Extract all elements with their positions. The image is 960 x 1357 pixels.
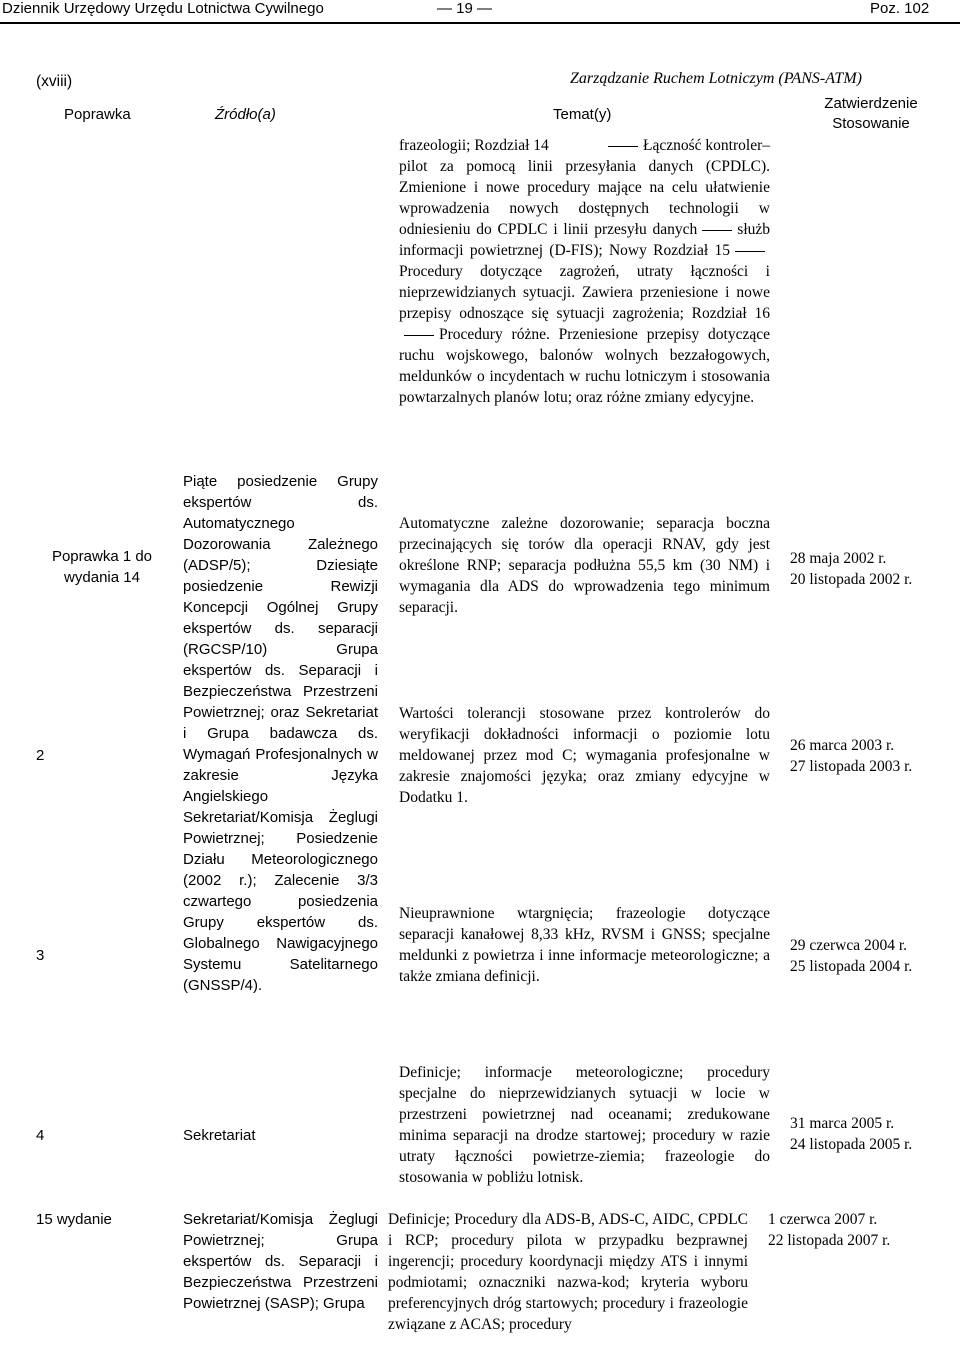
row-4-dates xyxy=(790,1113,950,1155)
page-number: — 19 — xyxy=(437,0,493,17)
row-4-applicable: 24 listopada 2005 r. xyxy=(790,1136,913,1153)
row-1-applicable: 20 listopada 2002 r. xyxy=(790,571,913,588)
section-title: Zarządzanie Ruchem Lotniczym (PANS-ATM) xyxy=(570,70,862,87)
row-4-subject: Definicje; informacje meteorologiczne; procedury specjalne do nieprzewidzianych sytuacji w locie w przestrzeni powietrznej nad oceanami; zredukowane minima separacji na drodze startowej; procedury w razie utraty łączności powietrze-ziemia; frazeologie do stosowania w pobliżu lotnisk. xyxy=(399,1064,770,1186)
row-5-approved: 1 czerwca 2007 r. xyxy=(768,1211,878,1228)
row-1-subject: Automatyczne zależne dozorowanie; separacja boczna przecinających się torów dla operacji RNAV, gdy jest określone RNP; separacja podłużna 55,5 km (30 NM) i wymagania dla ADS do wprowadzenia tego minimum separacji. xyxy=(399,515,770,616)
row-5-source: Sekretariat/Komisja Żeglugi Powietrznej; Grupa ekspertów ds. Separacji i Bezpieczeństwa Przestrzeni Powietrznej (SASP); Grupa xyxy=(183,1211,378,1312)
row-1-approved: 28 maja 2002 r. xyxy=(790,550,887,567)
column-header-dates: Zatwierdzenie Stosowanie xyxy=(824,95,918,132)
row-4-approved: 31 marca 2005 r. xyxy=(790,1115,895,1132)
row-4-amendment: 4 xyxy=(36,1127,45,1144)
row-5-dates xyxy=(768,1209,948,1251)
section-number: (xviii) xyxy=(36,73,73,90)
row-2-applicable: 27 listopada 2003 r. xyxy=(790,758,913,775)
row-3-applicable: 25 listopada 2004 r. xyxy=(790,958,913,975)
row-2-approved: 26 marca 2003 r. xyxy=(790,737,895,754)
row-5-subject: Definicje; Procedury dla ADS-B, ADS-C, AIDC, CPDLC i RCP; procedury pilota w przypadku bezprawnej ingerencji; procedury koordynacji między ATS i innymi podmiotami; oznaczniki nazwa-kod; kryteria wyboru preferencyjnych dróg startowych; procedury i frazeologie związane z ACAS; procedury xyxy=(388,1211,748,1333)
row-2-dates xyxy=(790,735,950,777)
position-number: Poz. 102 xyxy=(870,0,930,17)
row-3-dates xyxy=(790,935,950,977)
row-3-approved: 29 czerwca 2004 r. xyxy=(790,937,908,954)
column-header-amendment: Poprawka xyxy=(64,106,131,123)
row-5-amendment: 15 wydanie xyxy=(36,1211,112,1228)
row-1-amendment: Poprawka 1 do wydania 14 xyxy=(51,548,153,586)
column-header-subject: Temat(y) xyxy=(553,106,612,123)
row-2-amendment: 2 xyxy=(36,747,45,764)
row-3-subject: Nieuprawnione wtargnięcia; frazeologie dotyczące separacji kanałowej 8,33 kHz, RVSM i GNSS; specjalne meldunki z powietrza i inne informacje meteorologiczne; a także zmiana definicji. xyxy=(399,905,770,985)
row-3-amendment: 3 xyxy=(36,947,45,964)
running-header xyxy=(0,0,960,24)
continuation-text: frazeologii; Rozdział 14 Łączność kontroler– pilot za pomocą linii przesyłania danych (CPDLC). Zmienione i nowe procedury mające na celu ułatwienie wprowadzenia nowych dostępnych technologii w odniesieniu do CPDLC i linii przesyłu danych służb informacji powietrznej (D-FIS); Nowy Rozdział 15Procedury dotyczące zagrożeń, utraty łączności i nieprzewidzianych sytuacji. Zawiera przeniesione i nowe przepisy odnoszące się sytuacji zagrożenia; Rozdział 16Procedury różne. Przeniesione przepisy dotyczące ruchu wojskowego, balonów wolnych bezzałogowych, meldunków o incydentach w ruchu lotniczym i stosowania powtarzalnych planów lotu; oraz różne zmiany edycyjne. xyxy=(399,137,770,406)
row-2-subject: Wartości tolerancji stosowane przez kontrolerów do weryfikacji dokładności informacji o poziomie lotu meldowanej przez mod C; wymagania profesjonalne w zakresie znajomości języka; oraz zmiany edycyjne w Dodatku 1. xyxy=(399,705,770,806)
row-5-applicable: 22 listopada 2007 r. xyxy=(768,1232,891,1249)
journal-title: Dziennik Urzędowy Urzędu Lotnictwa Cywilnego xyxy=(2,0,324,17)
sources-block: Piąte posiedzenie Grupy ekspertów ds. Automatycznego Dozorowania Zależnego (ADSP/5); Dziesiąte posiedzenie Rewizji Koncepcji Ogólnej Grupy ekspertów ds. separacji (RGCSP/10) Grupa ekspertów ds. Separacji i Bezpieczeństwa Przestrzeni Powietrznej; oraz Sekretariat i Grupa badawcza ds. Wymagań Profesjonalnych w zakresie Języka Angielskiego Sekretariat/Komisja Żeglugi Powietrznej; Posiedzenie Działu Meteorologicznego (2002 r.); Zalecenie 3/3 czwartego posiedzenia Grupy ekspertów ds. Globalnego Nawigacyjnego Systemu Satelitarnego (GNSSP/4). xyxy=(183,473,378,994)
row-4-source: Sekretariat xyxy=(183,1127,256,1144)
column-header-source: Źródło(a) xyxy=(215,106,276,123)
row-1-dates xyxy=(790,548,950,590)
